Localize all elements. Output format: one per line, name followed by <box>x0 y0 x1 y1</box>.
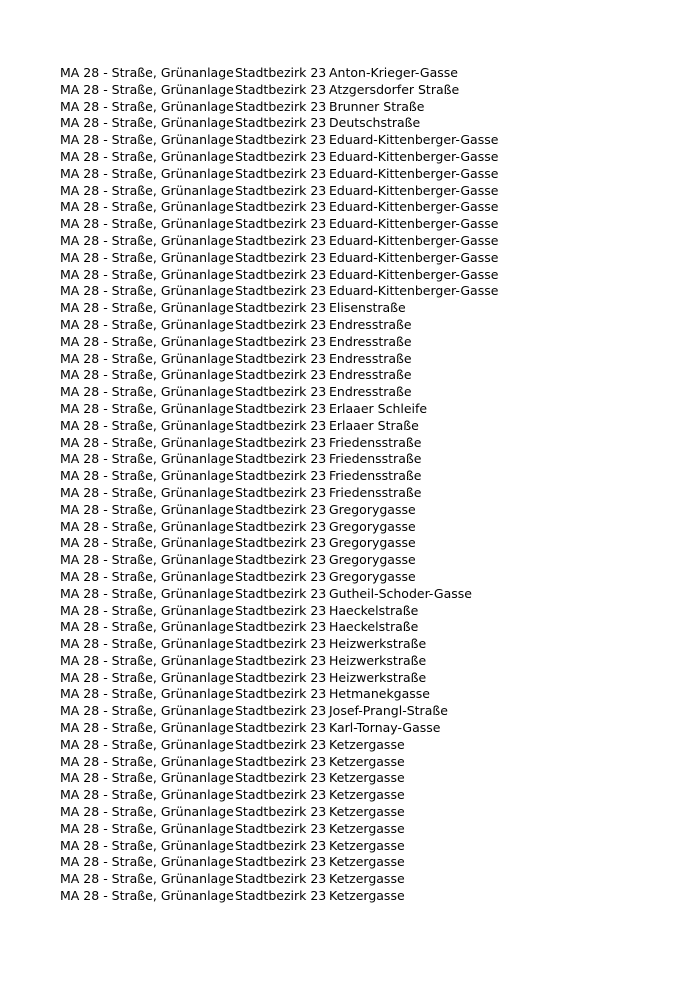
table-row <box>60 720 498 737</box>
department-cell: MA 28 - Straße, Grünanlage <box>60 266 234 282</box>
district-cell: Stadtbezirk 23 <box>235 451 327 467</box>
department-cell: MA 28 - Straße, Grünanlage <box>60 820 234 836</box>
table-row <box>60 367 498 384</box>
district-cell: Stadtbezirk 23 <box>235 266 327 282</box>
street-cell: Eduard-Kittenberger-Gasse <box>329 148 499 164</box>
table-row <box>60 334 498 351</box>
department-cell: MA 28 - Straße, Grünanlage <box>60 384 234 400</box>
department-cell: MA 28 - Straße, Grünanlage <box>60 888 234 904</box>
department-cell: MA 28 - Straße, Grünanlage <box>60 535 234 551</box>
district-cell: Stadtbezirk 23 <box>235 417 327 433</box>
district-cell: Stadtbezirk 23 <box>235 333 327 349</box>
table-row <box>60 552 498 569</box>
district-cell: Stadtbezirk 23 <box>235 501 327 517</box>
department-cell: MA 28 - Straße, Grünanlage <box>60 434 234 450</box>
table-row <box>60 871 498 888</box>
street-cell: Gregorygasse <box>329 518 416 534</box>
street-cell: Elisenstraße <box>329 300 406 316</box>
table-row <box>60 485 498 502</box>
street-cell: Friedensstraße <box>329 434 422 450</box>
department-cell: MA 28 - Straße, Grünanlage <box>60 132 234 148</box>
department-cell: MA 28 - Straße, Grünanlage <box>60 585 234 601</box>
table-row <box>60 384 498 401</box>
table-row <box>60 401 498 418</box>
department-cell: MA 28 - Straße, Grünanlage <box>60 350 234 366</box>
district-cell: Stadtbezirk 23 <box>235 484 327 500</box>
district-cell: Stadtbezirk 23 <box>235 854 327 870</box>
street-list-table <box>60 65 498 905</box>
department-cell: MA 28 - Straße, Grünanlage <box>60 81 234 97</box>
district-cell: Stadtbezirk 23 <box>235 434 327 450</box>
street-cell: Eduard-Kittenberger-Gasse <box>329 132 499 148</box>
district-cell: Stadtbezirk 23 <box>235 98 327 114</box>
department-cell: MA 28 - Straße, Grünanlage <box>60 619 234 635</box>
street-cell: Ketzergasse <box>329 736 405 752</box>
street-cell: Endresstraße <box>329 333 412 349</box>
street-cell: Haeckelstraße <box>329 602 419 618</box>
table-row <box>60 854 498 871</box>
department-cell: MA 28 - Straße, Grünanlage <box>60 703 234 719</box>
table-row <box>60 821 498 838</box>
department-cell: MA 28 - Straße, Grünanlage <box>60 720 234 736</box>
street-cell: Erlaaer Straße <box>329 417 419 433</box>
table-row <box>60 351 498 368</box>
street-cell: Eduard-Kittenberger-Gasse <box>329 165 499 181</box>
district-cell: Stadtbezirk 23 <box>235 552 327 568</box>
table-row <box>60 686 498 703</box>
district-cell: Stadtbezirk 23 <box>235 165 327 181</box>
street-cell: Endresstraße <box>329 367 412 383</box>
district-cell: Stadtbezirk 23 <box>235 686 327 702</box>
department-cell: MA 28 - Straße, Grünanlage <box>60 770 234 786</box>
district-cell: Stadtbezirk 23 <box>235 518 327 534</box>
district-cell: Stadtbezirk 23 <box>235 232 327 248</box>
district-cell: Stadtbezirk 23 <box>235 283 327 299</box>
department-cell: MA 28 - Straße, Grünanlage <box>60 602 234 618</box>
table-row <box>60 250 498 267</box>
table-row <box>60 653 498 670</box>
table-row <box>60 82 498 99</box>
department-cell: MA 28 - Straße, Grünanlage <box>60 468 234 484</box>
district-cell: Stadtbezirk 23 <box>235 703 327 719</box>
table-row <box>60 451 498 468</box>
district-cell: Stadtbezirk 23 <box>235 736 327 752</box>
table-row <box>60 888 498 905</box>
district-cell: Stadtbezirk 23 <box>235 753 327 769</box>
street-cell: Eduard-Kittenberger-Gasse <box>329 232 499 248</box>
street-cell: Ketzergasse <box>329 804 405 820</box>
department-cell: MA 28 - Straße, Grünanlage <box>60 736 234 752</box>
table-row <box>60 435 498 452</box>
district-cell: Stadtbezirk 23 <box>235 81 327 97</box>
department-cell: MA 28 - Straße, Grünanlage <box>60 636 234 652</box>
department-cell: MA 28 - Straße, Grünanlage <box>60 333 234 349</box>
department-cell: MA 28 - Straße, Grünanlage <box>60 98 234 114</box>
district-cell: Stadtbezirk 23 <box>235 216 327 232</box>
district-cell: Stadtbezirk 23 <box>235 720 327 736</box>
district-cell: Stadtbezirk 23 <box>235 350 327 366</box>
table-row <box>60 636 498 653</box>
department-cell: MA 28 - Straße, Grünanlage <box>60 871 234 887</box>
department-cell: MA 28 - Straße, Grünanlage <box>60 787 234 803</box>
street-cell: Gregorygasse <box>329 552 416 568</box>
table-row <box>60 787 498 804</box>
department-cell: MA 28 - Straße, Grünanlage <box>60 804 234 820</box>
district-cell: Stadtbezirk 23 <box>235 65 327 80</box>
street-cell: Ketzergasse <box>329 871 405 887</box>
street-cell: Heizwerkstraße <box>329 669 427 685</box>
street-cell: Brunner Straße <box>329 98 425 114</box>
street-cell: Ketzergasse <box>329 770 405 786</box>
table-row <box>60 418 498 435</box>
table-row <box>60 535 498 552</box>
street-cell: Gregorygasse <box>329 501 416 517</box>
district-cell: Stadtbezirk 23 <box>235 568 327 584</box>
department-cell: MA 28 - Straße, Grünanlage <box>60 65 234 80</box>
district-cell: Stadtbezirk 23 <box>235 787 327 803</box>
department-cell: MA 28 - Straße, Grünanlage <box>60 417 234 433</box>
table-row <box>60 216 498 233</box>
table-row <box>60 166 498 183</box>
table-row <box>60 317 498 334</box>
street-cell: Heizwerkstraße <box>329 652 427 668</box>
street-cell: Eduard-Kittenberger-Gasse <box>329 249 499 265</box>
table-row <box>60 770 498 787</box>
street-cell: Ketzergasse <box>329 820 405 836</box>
street-cell: Endresstraße <box>329 316 412 332</box>
table-row <box>60 670 498 687</box>
department-cell: MA 28 - Straße, Grünanlage <box>60 652 234 668</box>
department-cell: MA 28 - Straße, Grünanlage <box>60 283 234 299</box>
department-cell: MA 28 - Straße, Grünanlage <box>60 115 234 131</box>
street-cell: Friedensstraße <box>329 451 422 467</box>
table-row <box>60 468 498 485</box>
table-row <box>60 283 498 300</box>
street-cell: Friedensstraße <box>329 484 422 500</box>
table-row <box>60 586 498 603</box>
table-row <box>60 754 498 771</box>
table-row <box>60 115 498 132</box>
table-row <box>60 519 498 536</box>
department-cell: MA 28 - Straße, Grünanlage <box>60 165 234 181</box>
street-cell: Heizwerkstraße <box>329 636 427 652</box>
department-cell: MA 28 - Straße, Grünanlage <box>60 837 234 853</box>
district-cell: Stadtbezirk 23 <box>235 115 327 131</box>
district-cell: Stadtbezirk 23 <box>235 888 327 904</box>
department-cell: MA 28 - Straße, Grünanlage <box>60 216 234 232</box>
district-cell: Stadtbezirk 23 <box>235 636 327 652</box>
department-cell: MA 28 - Straße, Grünanlage <box>60 249 234 265</box>
district-cell: Stadtbezirk 23 <box>235 249 327 265</box>
department-cell: MA 28 - Straße, Grünanlage <box>60 686 234 702</box>
street-cell: Eduard-Kittenberger-Gasse <box>329 216 499 232</box>
district-cell: Stadtbezirk 23 <box>235 132 327 148</box>
table-row <box>60 569 498 586</box>
department-cell: MA 28 - Straße, Grünanlage <box>60 148 234 164</box>
district-cell: Stadtbezirk 23 <box>235 820 327 836</box>
street-cell: Eduard-Kittenberger-Gasse <box>329 182 499 198</box>
street-cell: Friedensstraße <box>329 468 422 484</box>
district-cell: Stadtbezirk 23 <box>235 837 327 853</box>
district-cell: Stadtbezirk 23 <box>235 770 327 786</box>
street-cell: Ketzergasse <box>329 837 405 853</box>
department-cell: MA 28 - Straße, Grünanlage <box>60 552 234 568</box>
street-cell: Haeckelstraße <box>329 619 419 635</box>
department-cell: MA 28 - Straße, Grünanlage <box>60 753 234 769</box>
district-cell: Stadtbezirk 23 <box>235 384 327 400</box>
table-row <box>60 149 498 166</box>
street-cell: Eduard-Kittenberger-Gasse <box>329 283 499 299</box>
department-cell: MA 28 - Straße, Grünanlage <box>60 400 234 416</box>
district-cell: Stadtbezirk 23 <box>235 400 327 416</box>
department-cell: MA 28 - Straße, Grünanlage <box>60 501 234 517</box>
street-cell: Ketzergasse <box>329 854 405 870</box>
table-row <box>60 619 498 636</box>
department-cell: MA 28 - Straße, Grünanlage <box>60 300 234 316</box>
table-row <box>60 703 498 720</box>
district-cell: Stadtbezirk 23 <box>235 367 327 383</box>
street-cell: Josef-Prangl-Straße <box>329 703 448 719</box>
street-cell: Karl-Tornay-Gasse <box>329 720 441 736</box>
department-cell: MA 28 - Straße, Grünanlage <box>60 669 234 685</box>
department-cell: MA 28 - Straße, Grünanlage <box>60 484 234 500</box>
department-cell: MA 28 - Straße, Grünanlage <box>60 182 234 198</box>
street-cell: Endresstraße <box>329 350 412 366</box>
table-row <box>60 99 498 116</box>
district-cell: Stadtbezirk 23 <box>235 871 327 887</box>
district-cell: Stadtbezirk 23 <box>235 619 327 635</box>
district-cell: Stadtbezirk 23 <box>235 669 327 685</box>
street-list-body <box>60 65 498 905</box>
table-row <box>60 300 498 317</box>
street-cell: Eduard-Kittenberger-Gasse <box>329 199 499 215</box>
table-row <box>60 65 498 82</box>
department-cell: MA 28 - Straße, Grünanlage <box>60 367 234 383</box>
table-row <box>60 737 498 754</box>
district-cell: Stadtbezirk 23 <box>235 199 327 215</box>
department-cell: MA 28 - Straße, Grünanlage <box>60 568 234 584</box>
department-cell: MA 28 - Straße, Grünanlage <box>60 316 234 332</box>
table-row <box>60 233 498 250</box>
district-cell: Stadtbezirk 23 <box>235 585 327 601</box>
table-row <box>60 199 498 216</box>
street-cell: Gregorygasse <box>329 535 416 551</box>
table-row <box>60 838 498 855</box>
department-cell: MA 28 - Straße, Grünanlage <box>60 518 234 534</box>
street-cell: Erlaaer Schleife <box>329 400 428 416</box>
street-cell: Endresstraße <box>329 384 412 400</box>
street-cell: Eduard-Kittenberger-Gasse <box>329 266 499 282</box>
district-cell: Stadtbezirk 23 <box>235 535 327 551</box>
district-cell: Stadtbezirk 23 <box>235 804 327 820</box>
table-row <box>60 267 498 284</box>
department-cell: MA 28 - Straße, Grünanlage <box>60 854 234 870</box>
table-row <box>60 603 498 620</box>
district-cell: Stadtbezirk 23 <box>235 300 327 316</box>
street-cell: Gutheil-Schoder-Gasse <box>329 585 472 601</box>
department-cell: MA 28 - Straße, Grünanlage <box>60 199 234 215</box>
district-cell: Stadtbezirk 23 <box>235 316 327 332</box>
table-row <box>60 804 498 821</box>
district-cell: Stadtbezirk 23 <box>235 468 327 484</box>
district-cell: Stadtbezirk 23 <box>235 652 327 668</box>
street-cell: Gregorygasse <box>329 568 416 584</box>
department-cell: MA 28 - Straße, Grünanlage <box>60 232 234 248</box>
street-cell: Ketzergasse <box>329 787 405 803</box>
district-cell: Stadtbezirk 23 <box>235 148 327 164</box>
district-cell: Stadtbezirk 23 <box>235 602 327 618</box>
street-cell: Anton-Krieger-Gasse <box>329 65 458 80</box>
table-row <box>60 183 498 200</box>
district-cell: Stadtbezirk 23 <box>235 182 327 198</box>
table-row <box>60 502 498 519</box>
street-cell: Hetmanekgasse <box>329 686 430 702</box>
street-cell: Ketzergasse <box>329 888 405 904</box>
street-cell: Ketzergasse <box>329 753 405 769</box>
street-cell: Deutschstraße <box>329 115 421 131</box>
department-cell: MA 28 - Straße, Grünanlage <box>60 451 234 467</box>
street-cell: Atzgersdorfer Straße <box>329 81 460 97</box>
table-row <box>60 132 498 149</box>
